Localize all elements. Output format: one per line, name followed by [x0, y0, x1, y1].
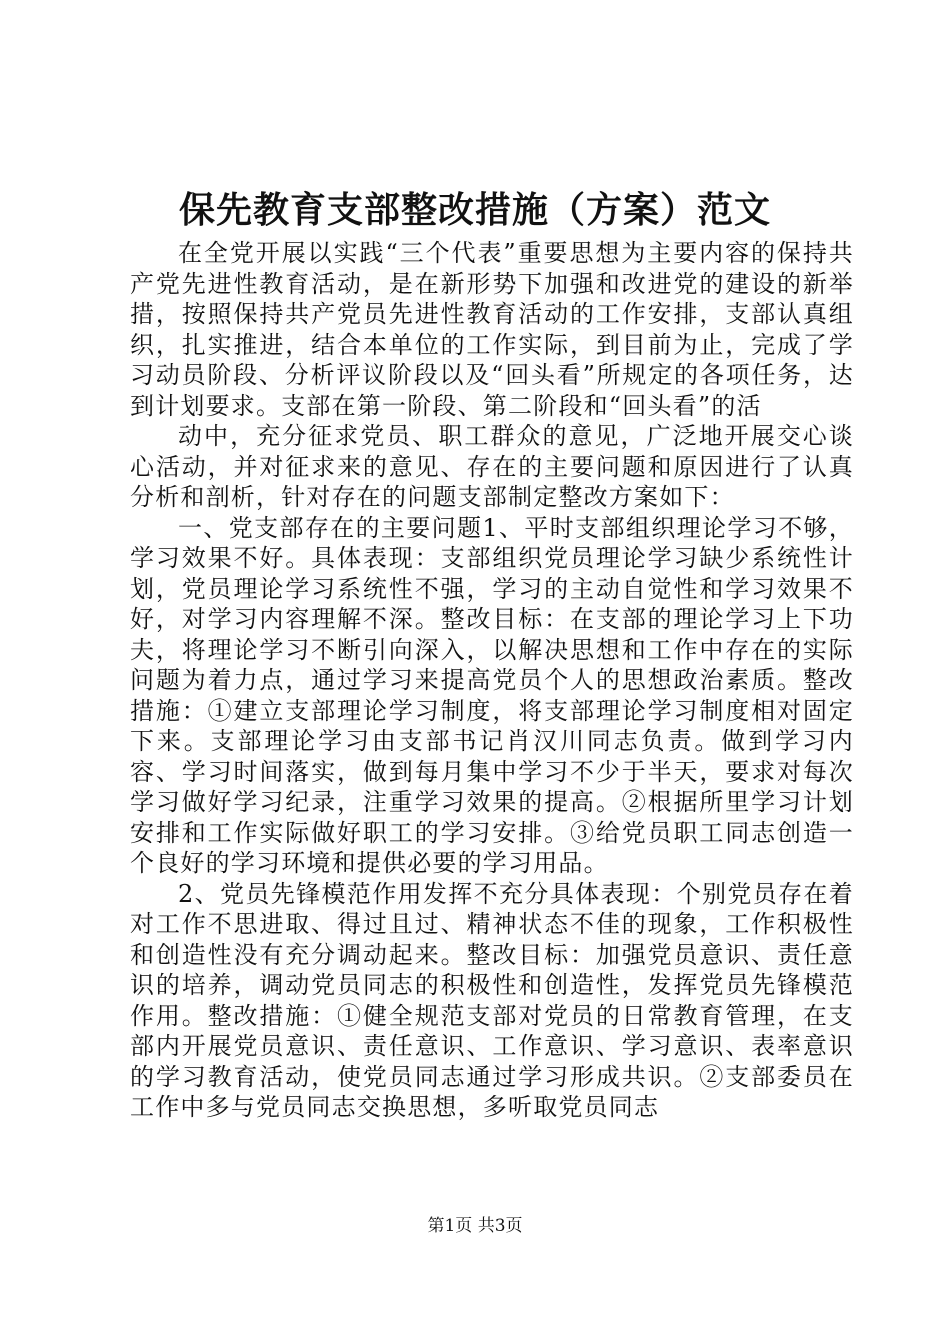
paragraph-intro: 在全党开展以实践“三个代表”重要思想为主要内容的保持共产党先进性教育活动，是在新形势下加强和改进党的建设的新举措，按照保持共产党员先进性教育活动的工作安排，支部认真组织，扎实推进，结合本单位的工作实际，到目前为止，完成了学习动员阶段、分析评议阶段以及“回头看”所规定的各项任务，达到计划要求。支部在第一阶段、第二阶段和“回头看”的活	[130, 239, 854, 420]
paragraph-problem-1: 一、党支部存在的主要问题1、平时支部组织理论学习不够，学习效果不好。具体表现：支部组织党员理论学习缺少系统性计划，党员理论学习系统性不强，学习的主动自觉性和学习效果不好，对学习内容理解不深。整改目标：在支部的理论学习上下功夫，将理论学习不断引向深入，以解决思想和工作中存在的实际问题为着力点，通过学习来提高党员个人的思想政治素质。整改措施：①建立支部理论学习制度，将支部理论学习制度相对固定下来。支部理论学习由支部书记肖汉川同志负责。做到学习内容、学习时间落实，做到每月集中学习不少于半天，要求对每次学习做好学习纪录，注重学习效果的提高。②根据所里学习计划安排和工作实际做好职工的学习安排。③给党员职工同志创造一个良好的学习环境和提供必要的学习用品。	[130, 513, 854, 877]
document-body	[130, 238, 854, 1123]
document-title: 保先教育支部整改措施（方案）范文	[178, 189, 771, 231]
page-number-footer: 第1页 共3页	[427, 1216, 523, 1236]
paragraph-problem-2: 2、党员先锋模范作用发挥不充分具体表现：个别党员存在着对工作不思进取、得过且过、精神状态不佳的现象，工作积极性和创造性没有充分调动起来。整改目标：加强党员意识、责任意识的培养，调动党员同志的积极性和创造性，发挥党员先锋模范作用。整改措施：①健全规范支部对党员的日常教育管理，在支部内开展党员意识、责任意识、工作意识、学习意识、表率意识的学习教育活动，使党员同志通过学习形成共识。②支部委员在工作中多与党员同志交换思想，多听取党员同志	[130, 879, 854, 1121]
paragraph-continuation: 动中，充分征求党员、职工群众的意见，广泛地开展交心谈心活动，并对征求来的意见、存在的主要问题和原因进行了认真分析和剖析，针对存在的问题支部制定整改方案如下：	[130, 422, 854, 511]
